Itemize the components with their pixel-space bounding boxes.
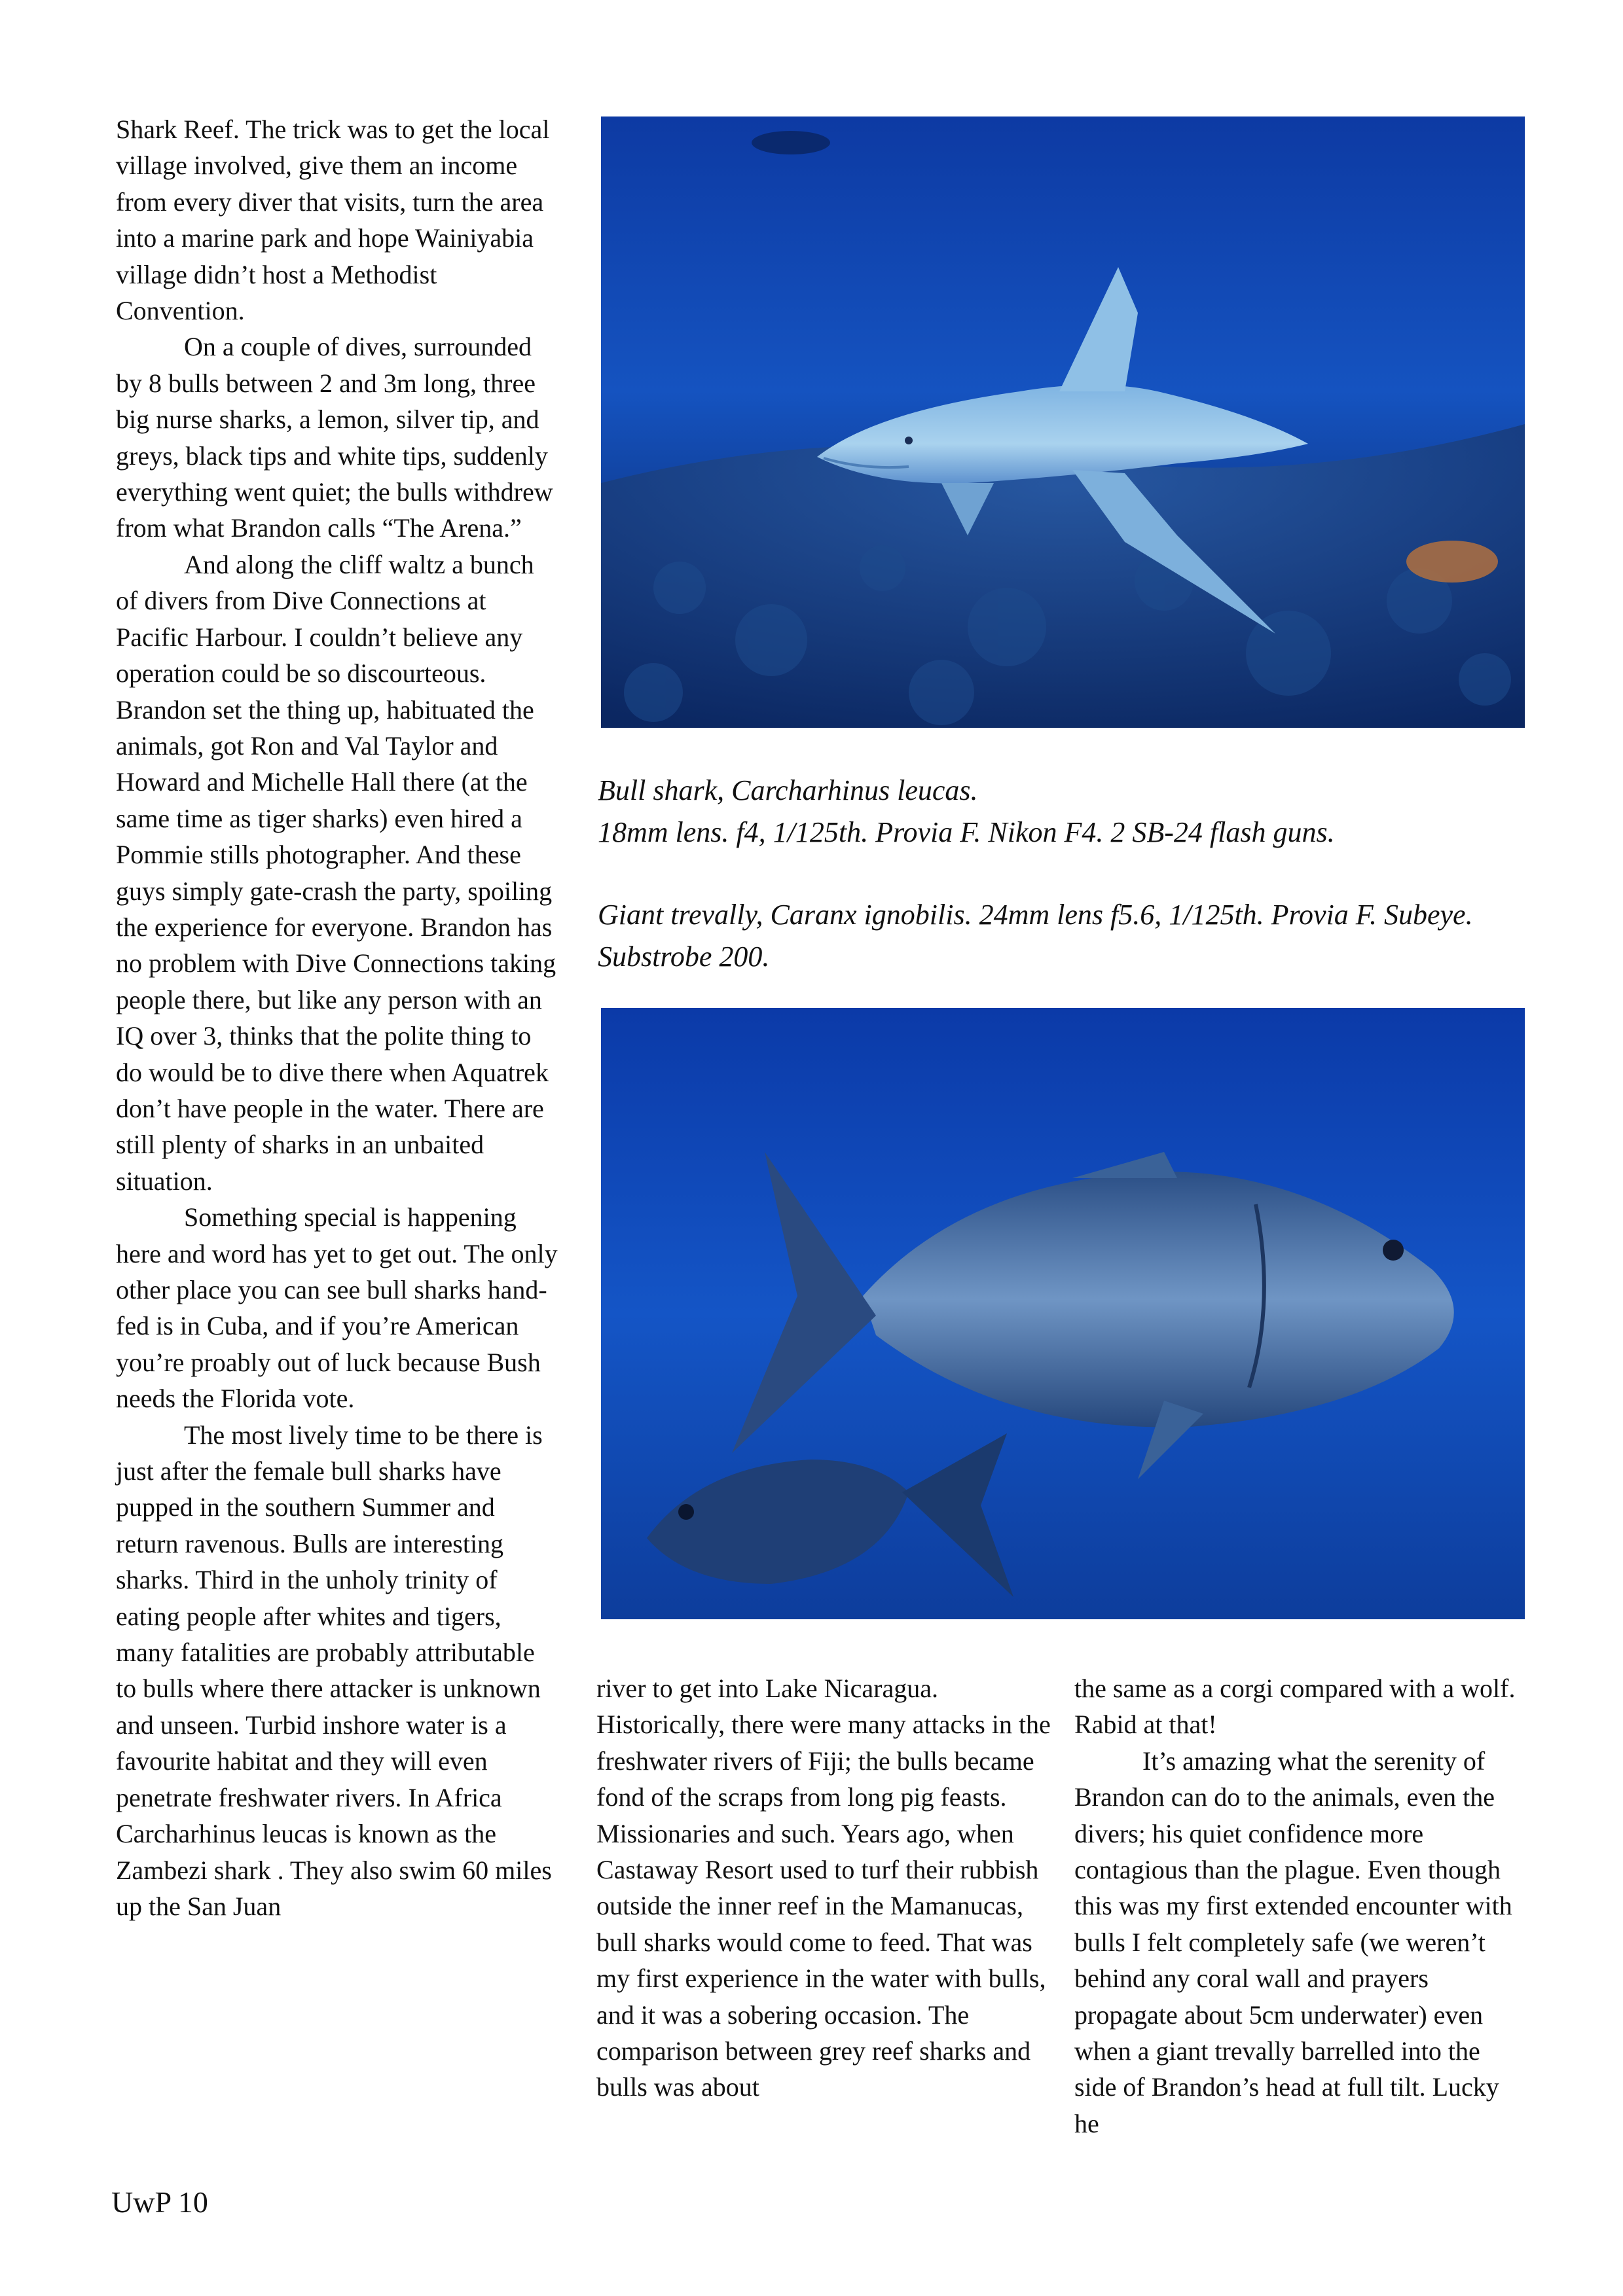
body-paragraph: Something special is happening here and word has yet to get out. The only other place you can see bull sharks hand-fed is in Cuba, and if you’re American you’re proably out of luck because Bush needs the Florida vote. xyxy=(116,1202,558,1414)
left-text-column xyxy=(116,111,561,1924)
bull-shark-photo xyxy=(601,117,1525,728)
page-number: UwP 10 xyxy=(111,2185,208,2219)
photo-caption-trevally: Giant trevally, Caranx ignobilis. 24mm lens f5.6, 1/125th. Provia F. Subeye. Substrobe 200. xyxy=(598,899,1473,973)
photo-caption-shark xyxy=(598,770,1541,853)
caption-line: Bull shark, Carcharhinus leucas. xyxy=(598,774,978,806)
right-text-column xyxy=(1074,1670,1526,2142)
middle-text-column xyxy=(596,1670,1055,2106)
body-paragraph: river to get into Lake Nicaragua. Historically, there were many attacks in the freshwater rivers of Fiji; the bulls became fond of the scraps from long pig feasts. Missionaries and such. Years ago, when Castaway Resort used to turf their rubbish outside the inner reef in the Mamanucas, bull sharks would come to feed. That was my first experience in the water with bulls, and it was a sobering occasion. The comparison between grey reef sharks and bulls was about xyxy=(596,1674,1051,2102)
body-paragraph: The most lively time to be there is just after the female bull sharks have pupped in the southern Summer and return ravenous. Bulls are interesting sharks. Third in the unholy trinity of eating people after whites and tigers, many fatalities are probably attributable to bulls where there attacker is unknown and unseen. Turbid inshore water is a favourite habitat and they will even penetrate freshwater rivers. In Africa Carcharhinus leucas is known as the Zambezi shark . They also swim 60 miles up the San Juan xyxy=(116,1420,552,1921)
body-paragraph: Shark Reef. The trick was to get the local village involved, give them an income from every diver that visits, turn the area into a marine park and hope Wainiyabia village didn’t host a Methodist Convention. xyxy=(116,115,550,326)
body-paragraph: It’s amazing what the serenity of Brandon can do to the animals, even the divers; his quiet confidence more contagious than the plague. Even though this was my first extended encounter with bulls I felt completely safe (we weren’t behind any coral wall and prayers propagate about 5cm underwater) even when a giant trevally barrelled into the side of Brandon’s head at full tilt. Lucky he xyxy=(1074,1746,1512,2138)
caption-line: 18mm lens. f4, 1/125th. Provia F. Nikon F4. 2 SB-24 flash guns. xyxy=(598,816,1335,848)
body-paragraph: On a couple of dives, surrounded by 8 bulls between 2 and 3m long, three big nurse sharks, a lemon, silver tip, and greys, black tips and white tips, suddenly everything went quiet; the bulls withdrew from what Brandon calls “The Arena.” xyxy=(116,332,553,543)
body-paragraph: the same as a corgi compared with a wolf. Rabid at that! xyxy=(1074,1674,1516,1740)
body-paragraph: And along the cliff waltz a bunch of divers from Dive Connections at Pacific Harbour. I couldn’t believe any operation could be so discourteous. Brandon set the thing up, habituated the animals, got Ron and Val Taylor and Howard and Michelle Hall there (at the same time as tiger sharks) even hired a Pommie stills photographer. And these guys simply gate-crash the party, spoiling the experience for everyone. Brandon has no problem with Dive Connections taking people there, but like any person with an IQ over 3, thinks that the polite thing to do would be to dive there when Aquatrek don’t have people in the water. There are still plenty of sharks in an unbaited situation. xyxy=(116,549,556,1196)
giant-trevally-photo xyxy=(601,1008,1525,1619)
